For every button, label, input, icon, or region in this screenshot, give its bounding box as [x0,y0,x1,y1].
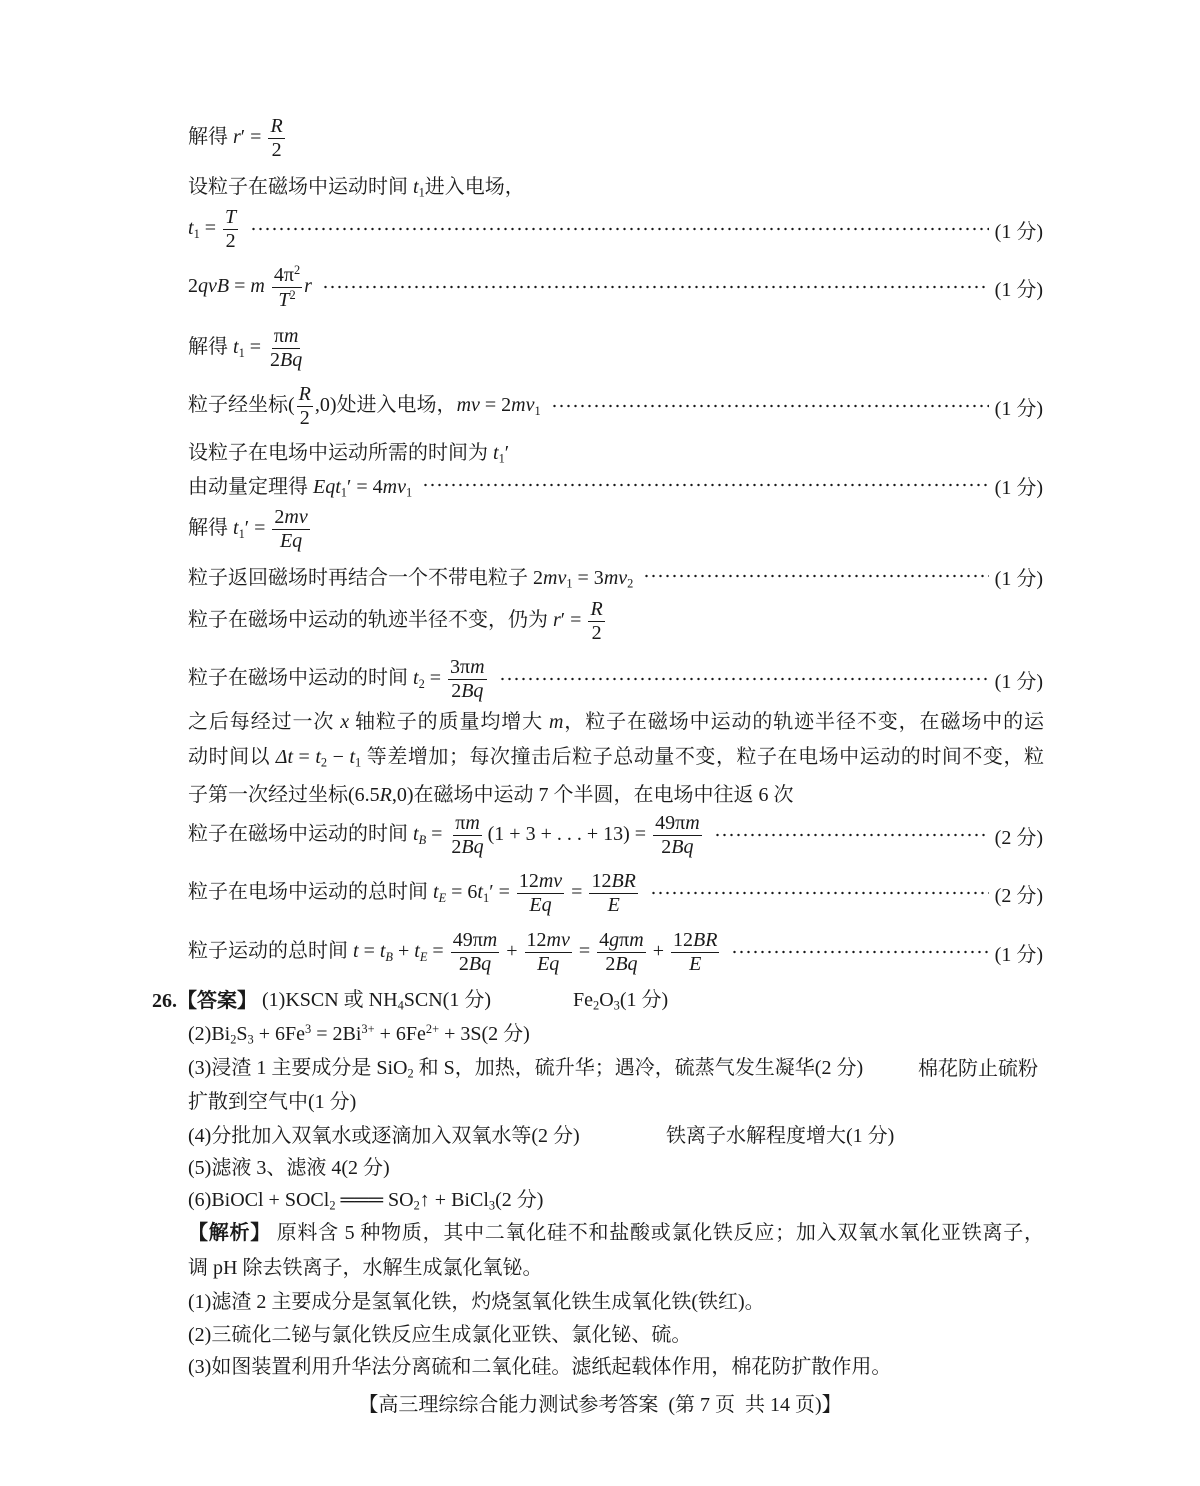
math-variable: E [607,893,620,916]
math-variable: t [353,939,359,962]
math-variable: m [548,711,564,733]
math-variable: r [304,274,312,297]
math-variable: Bq [615,952,638,975]
dot-leader [714,833,989,837]
math-text: ,0) [314,393,337,416]
dot-leader [643,574,988,578]
text-run: + 6Fe [374,1022,426,1045]
math-variable: mv [511,393,535,416]
line-content [188,116,287,161]
text-run: (3)如图装置利用升华法分离硫和二氧化硅。滤纸起载体作用，棉花防扩散作用。 [188,1355,892,1378]
subscript: 1 [340,485,347,500]
text-run: (3)浸渣 1 主要成分是 SiO [188,1056,408,1079]
subscript: 1 [238,345,245,360]
math-text: 12 [591,869,612,892]
text-run: 铁离子水解程度增大(1 分) [666,1124,895,1147]
fraction-numerator [525,930,572,953]
math-text: = [199,216,222,239]
math-variable: Eq [537,952,560,975]
dot-leader [322,285,989,289]
subscript: 1 [482,890,490,905]
text-run: 粒子在磁场中运动的轨迹半径不变，仍为 [188,608,553,631]
text-run: (1 分) [619,988,669,1011]
text-run: (2)Bi [188,1022,231,1045]
text-run: (1)KSCN 或 NH [262,988,398,1011]
subscript: 4 [397,998,404,1013]
math-text: 49π [452,928,483,951]
line-content [188,264,312,311]
fraction [449,813,485,858]
text-run: 粒子在电场中运动的总时间 [188,880,433,903]
math-variable: t [433,880,439,903]
fraction-numerator [448,657,487,680]
math-variable: r [233,125,241,148]
fraction [448,657,487,702]
math-text: ′ = 4 [346,475,383,498]
text-run: 解得 [188,516,233,539]
math-text: − [327,746,350,768]
fraction-denominator [590,622,604,644]
math-text: ′ = [244,516,271,539]
math-variable: T [278,288,290,311]
line-content [573,983,668,1014]
subscript: E [438,890,447,905]
score-label: (2 分) [994,884,1043,907]
line-content [188,930,721,975]
line-content [188,384,541,429]
math-text: = [427,939,449,962]
fraction-numerator [597,930,646,953]
text-run: 原料含 5 种物质，其中二氧化硅不和盐酸或氯化铁反应；加入双氧水氧化亚铁离子， [270,1222,1045,1244]
math-variable: Bq [671,835,694,858]
math-variable: mv [382,475,406,498]
fraction [272,264,302,311]
math-text: = [229,274,251,297]
line-content [188,1183,543,1214]
math-text: = [573,939,596,962]
answer-line [188,708,1044,736]
math-text: 12 [672,928,693,951]
line-content [188,207,240,252]
fraction-denominator [449,836,485,858]
dot-leader [422,483,989,487]
fraction-denominator [535,953,561,975]
math-variable: Eq [529,893,552,916]
math-text: = [244,335,267,358]
fraction-numerator [653,813,702,836]
text-run: + 6Fe [253,1022,306,1045]
math-text: ′ [504,441,510,464]
math-text [265,275,270,297]
subscript: 1 [498,451,505,466]
superscript: 3 [305,1021,312,1036]
text-run: + 3S(2 分) [439,1022,530,1045]
math-text: 2 [271,138,282,161]
score-label: (1 分) [994,567,1043,590]
math-text: 2 [661,835,672,858]
text-run: 粒子经坐标( [188,393,295,416]
math-text: + [501,939,523,962]
heading-label: 26.【答案】 [152,989,257,1012]
subscript: 2 [230,1032,237,1047]
text-run: 轴粒子的质量均增大 [349,711,549,733]
subscript: B [385,949,393,964]
text-run: ↑ + BiCl [419,1188,489,1211]
text-run: ═══ SO [335,1188,414,1211]
math-variable: R [270,114,283,137]
line-content [188,778,794,807]
subscript: 2 [418,676,425,691]
fraction-numerator [272,507,309,530]
fraction-denominator [278,530,304,552]
line-content [188,507,312,552]
fraction [223,207,238,252]
superscript: 2 [293,262,301,277]
text-run: 设粒子在磁场中运动时间 [188,175,413,198]
answer-line [188,1172,543,1224]
math-variable: mv [284,505,308,528]
fraction-denominator [270,139,284,161]
math-variable: m [482,928,498,951]
math-text: + [647,939,669,962]
fraction [671,930,719,975]
answer-line [573,972,668,1024]
math-text: 2 [451,679,462,702]
line-content [188,746,1044,768]
fraction [297,384,313,429]
dot-leader [250,227,989,231]
math-variable: BR [611,869,636,892]
fraction [588,599,604,644]
text-run: 解得 [188,125,233,148]
fraction-numerator [272,326,301,349]
math-text: = [566,880,588,903]
fraction [272,507,309,552]
answer-line [666,1107,894,1159]
math-text: = 2 [479,393,512,416]
answer-line [188,926,1043,978]
text-run: = 2Bi [311,1022,362,1045]
math-variable: g [609,928,620,951]
fraction [268,326,304,371]
text-run: 粒子在磁场中运动的时间 [188,666,413,689]
line-content [188,170,525,201]
math-variable: t [414,939,420,962]
subscript: 1 [418,185,425,200]
score-label: (1 分) [994,476,1043,499]
text-run: (1)滤渣 2 主要成分是氢氧化铁，灼烧氢氧化铁生成氧化铁(铁红)。 [188,1290,765,1313]
math-text: = 3 [572,566,604,589]
math-text: (1 + 3 + . . . + 13) = [487,822,652,845]
math-variable: t [413,175,419,198]
subscript: 1 [405,485,413,500]
text-run: 棉花防止硫粉 [918,1057,1038,1080]
text-run: 由动量定理得 [188,475,313,498]
line-content [188,599,607,644]
dot-leader [551,404,989,408]
answer-line [188,459,1043,511]
text-run: 扩散到空气中(1 分) [188,1090,357,1113]
math-text: 2 [451,835,462,858]
text-run: 等差增加；每次撞击后粒子总动量不变，粒子在电场中运动的时间不变，粒 [361,746,1045,768]
math-variable: t [379,939,386,962]
math-variable: E [689,952,702,975]
math-variable: m [283,324,299,347]
fraction [268,116,284,161]
subscript: 1 [238,526,245,541]
math-variable: R [298,382,311,405]
math-variable: mv [546,928,570,951]
subscript: 2 [413,1198,420,1213]
answer-line [188,112,287,164]
math-text: = [358,939,380,962]
subscript: 3 [488,1198,496,1213]
text-run: S [236,1022,248,1045]
line-content [188,470,412,501]
fraction [451,930,500,975]
fraction-denominator [449,680,485,702]
math-text: = [424,666,447,689]
fraction [589,871,637,916]
dot-leader [499,677,989,681]
fraction-denominator [224,230,238,252]
subscript: 2 [407,1066,414,1081]
math-text: 2 [605,952,616,975]
fraction-numerator [268,116,284,139]
answer-line [188,503,312,555]
text-run: O [599,988,614,1011]
math-text: 12 [526,928,547,951]
score-label: (2 分) [994,826,1043,849]
text-run: 动时间以 [188,746,276,768]
math-variable: t [413,822,419,845]
fraction-numerator [297,384,313,407]
text-run: 粒子返回磁场时再结合一个不带电粒子 [188,566,533,589]
math-variable: Δt [275,746,293,768]
line-content [188,657,489,702]
math-variable: Bq [461,835,484,858]
math-variable: Bq [280,348,303,371]
dot-leader [650,891,989,895]
subscript: 2 [593,998,600,1013]
math-variable: R [590,597,603,620]
text-run: (2 分) [495,1188,544,1211]
text-run: 调 pH 除去铁离子，水解生成氯化氧铋。 [188,1256,543,1279]
math-text: ′ = [240,125,267,148]
math-text: 4π [273,263,294,286]
line-content [666,1119,894,1148]
text-run: 解得 [188,335,233,358]
math-variable: Eq [279,529,303,552]
math-variable: t [413,666,419,689]
math-variable: m [629,928,644,951]
math-variable: t [477,880,483,903]
fraction-numerator [589,871,637,894]
math-variable: t [233,516,239,539]
text-run: (2)三硫化二铋与氯化铁反应生成氯化亚铁、氯化铋、硫。 [188,1323,692,1346]
subscript: 1 [566,576,573,591]
math-variable: BR [692,928,718,951]
math-variable: mv [603,566,628,589]
answer-line [188,1338,891,1390]
math-text: 2 [225,229,236,252]
answer-line [188,809,1043,861]
page-footer: 【高三理综综合能力测试参考答案 (第 7 页 共 14 页)】 [358,1394,842,1416]
math-text: 2 [188,274,198,297]
fraction-numerator [272,264,302,288]
math-text: 3π [450,655,471,678]
line-content [188,326,306,371]
fraction-denominator [606,894,622,916]
text-run: ,0)在磁场中运动 7 个半圆，在电场中往返 6 次 [391,783,794,806]
math-text: π [273,324,284,347]
math-variable: r [553,608,561,631]
math-variable: mv [543,566,567,589]
score-label: (1 分) [994,220,1043,243]
fraction-numerator [517,871,564,894]
fraction-numerator [451,930,500,953]
text-run: (5)滤液 3、滤液 4(2 分) [188,1156,390,1179]
answer-line [188,261,1043,313]
subscript: 1 [355,755,362,770]
fraction-numerator [671,930,719,953]
math-variable: t [349,746,356,768]
text-run: SCN(1 分) [403,988,491,1011]
fraction-denominator [687,953,703,975]
math-variable: qvB [198,274,230,297]
heading-label: 【解析】 [188,1222,271,1244]
subscript: 2 [329,1198,336,1213]
math-variable: T [225,205,237,228]
answer-line [188,322,306,374]
text-run: ，粒子在磁场中运动的轨迹半径不变，在磁场中的运 [563,711,1045,733]
fraction-denominator [659,836,695,858]
score-label: (1 分) [994,670,1043,693]
math-variable: m [465,811,480,834]
fraction-numerator [588,599,604,622]
text-run: 子第一次经过坐标(6.5 [188,783,380,806]
subscript: 3 [247,1032,254,1047]
math-text: 2 [458,952,469,975]
fraction-numerator [453,813,482,836]
fraction [653,813,702,858]
score-label: (1 分) [994,397,1043,420]
math-variable: m [250,274,265,297]
fraction-denominator [276,288,297,311]
math-variable: t [233,335,239,358]
subscript: 2 [627,576,634,591]
math-text: 4 [599,928,610,951]
fraction [517,871,564,916]
math-variable: mv [456,393,480,416]
line-content [188,561,633,592]
dot-leader [731,950,988,954]
subscript: E [419,949,428,964]
math-text: ′ = [489,880,515,903]
math-text: + [392,939,415,962]
math-variable: Bq [468,952,492,975]
line-content [188,871,640,916]
line-content [188,1350,891,1379]
score-label: (1 分) [994,278,1043,301]
subscript: 1 [193,226,200,241]
fraction-numerator [223,207,238,230]
fraction-denominator [268,349,304,371]
superscript: 2+ [425,1021,440,1036]
math-variable: t [188,216,194,239]
superscript: 3+ [361,1021,375,1036]
math-variable: m [685,811,700,834]
fraction [525,930,572,975]
subscript: 3 [613,998,620,1013]
line-content [188,813,704,858]
text-run: 之后每经过一次 [188,711,341,733]
math-text: 12 [518,869,539,892]
math-text: = [426,822,448,845]
math-variable: Eqt [313,475,341,498]
math-text: π [619,928,630,951]
line-content [188,711,1044,733]
math-variable: x [340,711,350,733]
answer-line [188,203,1043,255]
fraction [597,930,646,975]
math-text: 2 [299,406,310,429]
math-text: 2 [274,505,285,528]
subscript: 1 [534,403,541,418]
math-text: 2 [270,348,281,371]
text-run: 粒子在磁场中运动的时间 [188,822,413,845]
fraction-denominator [527,894,553,916]
math-variable: t [315,746,321,768]
math-text: 49π [655,811,686,834]
math-variable: R [379,783,392,806]
text-run: 进入电场， [424,175,525,198]
score-label: (1 分) [994,943,1043,966]
text-run: 粒子运动的总时间 [188,939,353,962]
answer-line [188,595,607,647]
math-text: = [293,746,316,768]
math-variable: t [493,441,499,464]
subscript: B [418,832,427,847]
math-text: π [455,811,466,834]
line-content [918,1052,1038,1081]
math-text: = 6 [446,880,478,903]
answer-line [918,1040,1038,1092]
text-run: 处进入电场， [336,393,457,416]
math-text: 2 [533,566,543,589]
math-variable: mv [538,869,563,892]
math-variable: Bq [461,679,484,702]
subscript: 2 [320,755,328,770]
answer-line [188,867,1043,919]
answer-line [188,653,1043,705]
text-run: 和 S，加热，硫升华；遇冷，硫蒸气发生凝华(2 分) [413,1056,864,1079]
math-text: ′ = [560,608,587,631]
text-run: 设粒子在电场中运动所需的时间为 [188,441,493,464]
text-run: Fe [573,988,593,1011]
math-text: 2 [591,621,602,644]
superscript: 2 [289,287,296,302]
math-variable: m [470,655,485,678]
text-run: (4)分批加入双氧水或逐滴加入双氧水等(2 分) [188,1124,580,1147]
text-run: (6)BiOCl + SOCl [188,1188,330,1211]
